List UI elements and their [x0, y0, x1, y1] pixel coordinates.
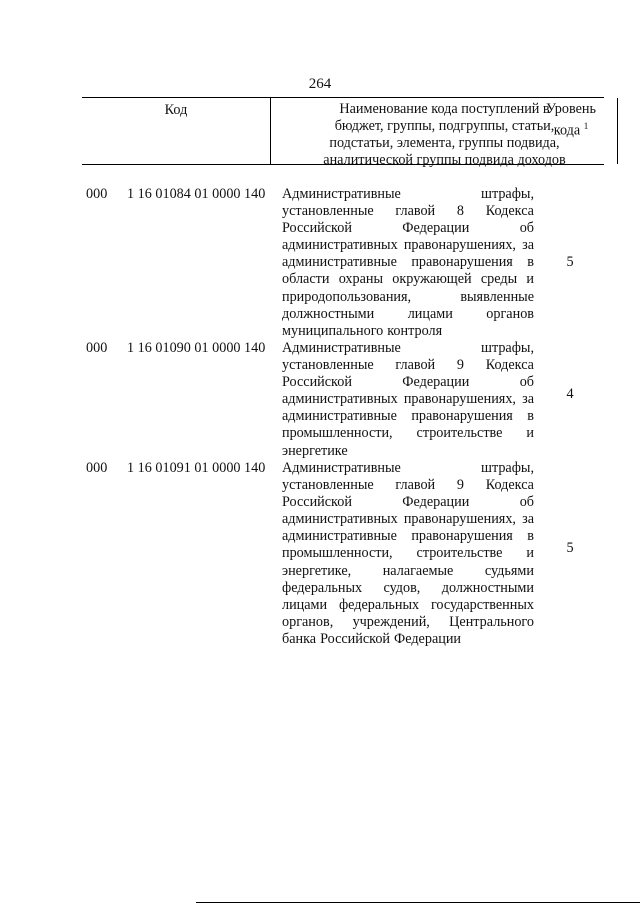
revenue-code: 1 16 01084 01 0000 140 [127, 186, 266, 202]
name-line: административные правонарушения в [282, 528, 534, 545]
code-level: 5 [566, 540, 574, 556]
name-line: Российской Федерации об [282, 494, 534, 511]
name-line: области охраны окружающей среды и [282, 271, 534, 288]
header-code-label: Код [164, 102, 188, 118]
header-level-footnote: 1 [583, 121, 589, 131]
name-line: административных правонарушениях, за [282, 237, 534, 254]
header-name-line: бюджет, группы, подгруппы, статьи, [334, 118, 555, 134]
header-code-cell [82, 98, 271, 164]
table-header [82, 97, 604, 168]
name-line: Российской Федерации об [282, 374, 534, 391]
bottom-edge-line [196, 902, 640, 903]
name-line: Административные штрафы, [282, 340, 534, 356]
name-line: лицами федеральных государственных [282, 596, 534, 613]
name-line: энергетике, налагаемые судьями [282, 562, 534, 579]
name-line: энергетике [282, 442, 348, 459]
name-line: административные правонарушения в [282, 408, 534, 425]
name-line: административных правонарушениях, за [282, 391, 534, 408]
name-line: Административные штрафы, [282, 186, 534, 202]
group-code: 000 [86, 186, 108, 202]
name-line: промышленности, строительстве и [282, 545, 534, 562]
page-number: 264 [308, 76, 332, 92]
header-level-line2 [538, 118, 604, 140]
name-line: банка Российской Федерации [282, 630, 462, 647]
header-level-cell [538, 98, 604, 164]
name-line: органов, учреждений, Центрального [282, 613, 534, 630]
header-name-line: аналитической группы подвида доходов [323, 152, 566, 168]
group-code: 000 [86, 340, 108, 356]
name-line: промышленности, строительстве и [282, 425, 534, 442]
group-code: 000 [86, 460, 108, 476]
name-line: установленные главой 9 Кодекса [282, 477, 534, 494]
revenue-name [282, 186, 534, 340]
name-line: административные правонарушения в [282, 254, 534, 271]
revenue-code: 1 16 01090 01 0000 140 [127, 340, 266, 356]
name-line: Административные штрафы, [282, 460, 534, 476]
code-level: 4 [566, 386, 574, 402]
header-name-line: подстатьи, элемента, группы подвида, [329, 135, 560, 151]
name-line: установленные главой 9 Кодекса [282, 357, 534, 374]
revenue-name [282, 460, 534, 648]
revenue-code: 1 16 01091 01 0000 140 [127, 460, 266, 476]
name-line: должностными лицами органов [282, 305, 534, 322]
name-line: административных правонарушениях, за [282, 511, 534, 528]
code-level: 5 [566, 254, 574, 270]
name-line: муниципального контроля [282, 322, 443, 339]
name-line: Российской Федерации об [282, 220, 534, 237]
header-level-line1: Уровень [546, 101, 596, 117]
header-name-line: Наименование кода поступлений в [339, 101, 550, 117]
header-level-word: кода [553, 122, 581, 139]
name-line: федеральных судов, должностными [282, 579, 534, 596]
name-line: природопользования, выявленные [282, 288, 534, 305]
revenue-name [282, 340, 534, 460]
name-line: установленные главой 8 Кодекса [282, 203, 534, 220]
